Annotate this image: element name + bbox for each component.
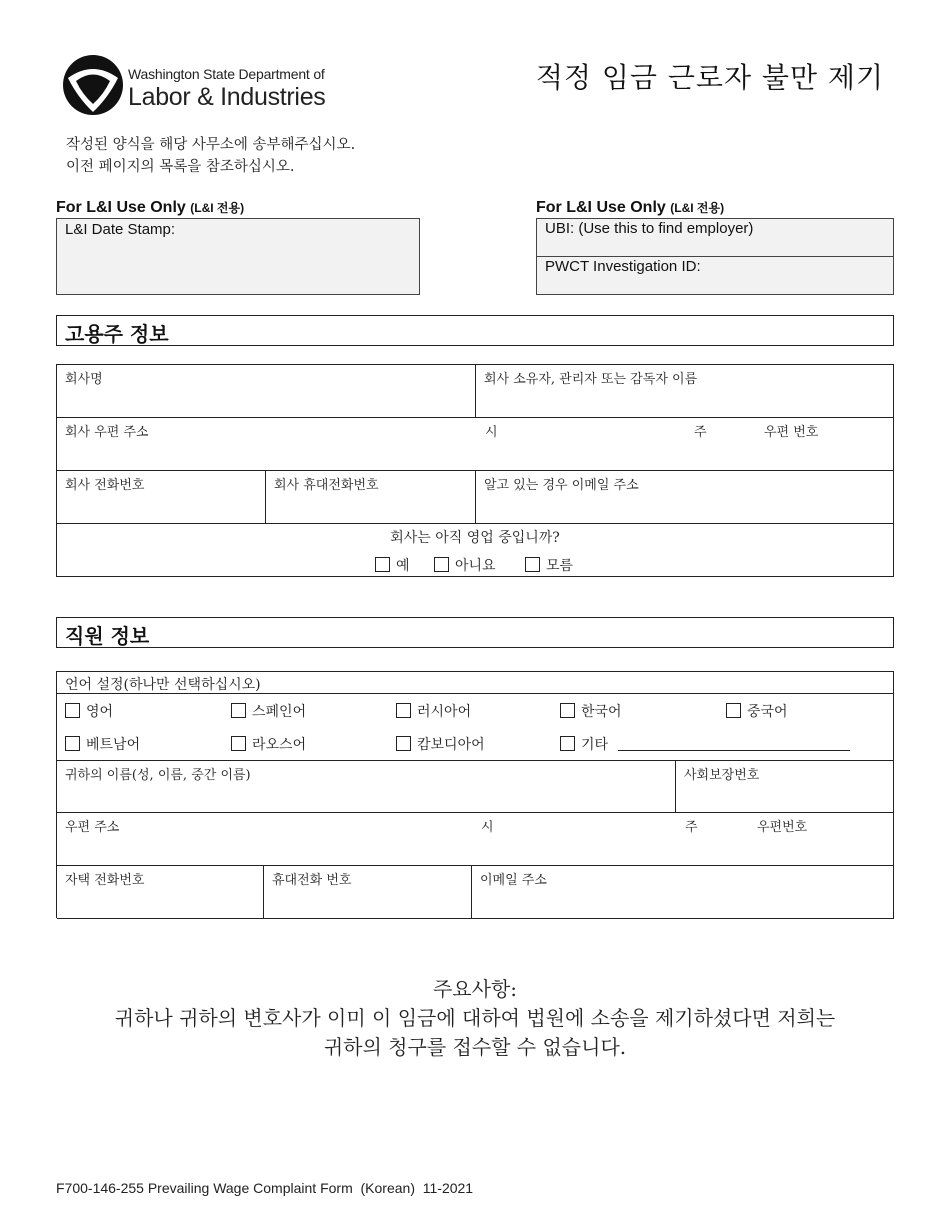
office-use-label-left: For L&I Use Only (L&I 전용) bbox=[56, 199, 245, 216]
checkbox-icon[interactable] bbox=[560, 736, 575, 751]
employee-city-label: 시 bbox=[481, 820, 494, 835]
employer-city-label: 시 bbox=[485, 425, 498, 440]
language-label-underline bbox=[57, 693, 894, 694]
option-no[interactable]: 아니요 bbox=[434, 555, 496, 575]
date-stamp-box[interactable] bbox=[56, 218, 420, 295]
language-lao[interactable]: 라오스어 bbox=[231, 734, 306, 754]
employee-email-field[interactable]: 이메일 주소 bbox=[472, 866, 894, 919]
language-label: 언어 설정(하나만 선택하십시오) bbox=[65, 677, 261, 693]
instructions bbox=[66, 134, 355, 178]
option-yes[interactable]: 예 bbox=[375, 555, 410, 575]
employee-cell-field[interactable]: 휴대전화 번호 bbox=[264, 866, 472, 919]
employee-name-field[interactable]: 귀하의 이름(성, 이름, 중간 이름) bbox=[57, 761, 676, 813]
language-other-input-line[interactable] bbox=[618, 750, 850, 751]
employee-section-title: 직원 정보 bbox=[56, 617, 894, 648]
option-unknown[interactable]: 모름 bbox=[525, 555, 573, 575]
form-footer-id: F700-146-255 Prevailing Wage Complaint Form (Korean) 11-2021 bbox=[56, 1180, 474, 1196]
pwct-label: PWCT Investigation ID: bbox=[545, 258, 701, 275]
checkbox-icon[interactable] bbox=[65, 703, 80, 718]
logo-text bbox=[128, 66, 326, 112]
checkbox-icon[interactable] bbox=[396, 736, 411, 751]
employee-address-field[interactable]: 우편 주소 bbox=[57, 813, 894, 866]
lni-logo-icon bbox=[62, 54, 124, 116]
form-title: 적정 임금 근로자 불만 제기 bbox=[535, 61, 884, 94]
checkbox-icon[interactable] bbox=[231, 703, 246, 718]
owner-name-field[interactable]: 회사 소유자, 관리자 또는 감독자 이름 bbox=[476, 365, 894, 418]
checkbox-icon[interactable] bbox=[231, 736, 246, 751]
language-other[interactable]: 기타 bbox=[560, 734, 608, 754]
employer-section-title: 고용주 정보 bbox=[56, 315, 894, 346]
instruction-line-1: 작성된 양식을 해당 사무소에 송부해주십시오. bbox=[66, 137, 356, 153]
company-address-field[interactable]: 회사 우편 주소 bbox=[57, 418, 894, 471]
checkbox-icon[interactable] bbox=[434, 557, 449, 572]
language-spanish[interactable]: 스페인어 bbox=[231, 701, 306, 721]
employer-form bbox=[56, 364, 894, 577]
pwct-box[interactable] bbox=[536, 256, 894, 295]
company-name-field[interactable]: 회사명 bbox=[57, 365, 476, 418]
home-phone-field[interactable]: 자택 전화번호 bbox=[57, 866, 264, 919]
date-stamp-label: L&I Date Stamp: bbox=[65, 221, 176, 238]
ssn-field[interactable]: 사회보장번호 bbox=[676, 761, 894, 813]
notice-heading: 주요사항: bbox=[432, 977, 518, 1001]
language-russian[interactable]: 러시아어 bbox=[396, 701, 471, 721]
language-cambodian[interactable]: 캄보디아어 bbox=[396, 734, 485, 754]
language-korean[interactable]: 한국어 bbox=[560, 701, 622, 721]
language-vietnamese[interactable]: 베트남어 bbox=[65, 734, 140, 754]
language-chinese[interactable]: 중국어 bbox=[726, 701, 788, 721]
lni-logo bbox=[62, 54, 124, 116]
employee-state-label: 주 bbox=[685, 820, 698, 835]
company-phone-field[interactable]: 회사 전화번호 bbox=[57, 471, 266, 524]
employee-form bbox=[56, 671, 894, 918]
logo-line2: Labor & Industries bbox=[128, 83, 326, 111]
checkbox-icon[interactable] bbox=[65, 736, 80, 751]
in-business-question: 회사는 아직 영업 중입니까? bbox=[390, 530, 560, 546]
ubi-label: UBI: (Use this to find employer) bbox=[545, 220, 754, 237]
checkbox-icon[interactable] bbox=[726, 703, 741, 718]
office-use-label-right: For L&I Use Only (L&I 전용) bbox=[536, 199, 725, 216]
company-email-field[interactable]: 알고 있는 경우 이메일 주소 bbox=[476, 471, 894, 524]
checkbox-icon[interactable] bbox=[375, 557, 390, 572]
employer-state-label: 주 bbox=[694, 425, 707, 440]
checkbox-icon[interactable] bbox=[560, 703, 575, 718]
company-cell-field[interactable]: 회사 휴대전화번호 bbox=[266, 471, 476, 524]
language-english[interactable]: 영어 bbox=[65, 701, 113, 721]
checkbox-icon[interactable] bbox=[525, 557, 540, 572]
ubi-box[interactable] bbox=[536, 218, 894, 257]
checkbox-icon[interactable] bbox=[396, 703, 411, 718]
important-notice bbox=[0, 975, 950, 1062]
notice-line-1: 귀하나 귀하의 변호사가 이미 이 임금에 대하여 법원에 소송을 제기하셨다면 저희는 bbox=[114, 1006, 836, 1030]
logo-line1: Washington State Department of bbox=[128, 66, 325, 82]
employer-zip-label: 우편 번호 bbox=[764, 425, 819, 440]
notice-line-2: 귀하의 청구를 접수할 수 없습니다. bbox=[323, 1035, 627, 1059]
instruction-line-2: 이전 페이지의 목록을 참조하십시오. bbox=[66, 159, 295, 175]
employee-zip-label: 우편번호 bbox=[757, 820, 808, 835]
